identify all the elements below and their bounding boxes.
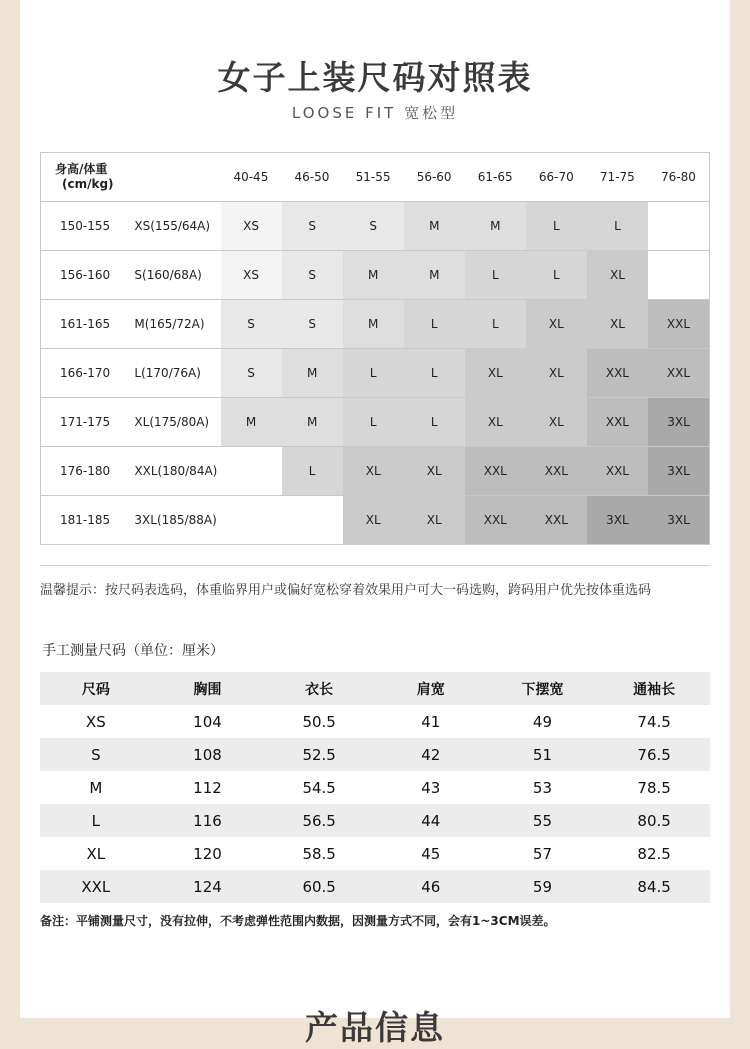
weight-column-header: 56-60 — [416, 170, 452, 184]
measure-column-header: 胸围 — [193, 681, 222, 698]
measure-cell: 46 — [421, 877, 441, 896]
size-cell: XL — [465, 349, 526, 397]
measure-cell: XXL — [81, 877, 111, 896]
size-cell: XXL — [648, 349, 709, 397]
measure-row — [40, 705, 710, 738]
size-cell: XL — [404, 447, 465, 495]
measure-cell: 53 — [532, 778, 552, 797]
size-cell: M — [282, 349, 343, 397]
size-chart-corner-label — [41, 162, 220, 192]
size-cell: XL — [526, 349, 587, 397]
size-cell: S — [282, 251, 343, 299]
measure-table-header — [40, 672, 710, 705]
size-chart — [40, 152, 710, 545]
size-cell: XXL — [587, 398, 648, 446]
size-cell: S — [221, 300, 282, 348]
measure-cell: M — [89, 778, 103, 797]
size-chart-row — [41, 300, 709, 349]
section-divider — [40, 565, 710, 566]
measure-cell: 52.5 — [302, 745, 336, 764]
size-cell: XL — [404, 496, 465, 544]
measure-title: 手工测量尺码（单位：厘米） — [42, 643, 224, 659]
size-chart-row — [41, 447, 709, 496]
size-label: 3XL(185/88A) — [134, 513, 217, 527]
size-cell: M — [282, 398, 343, 446]
page-title: 女子上装尺码对照表 — [217, 58, 533, 97]
size-cell: XXL — [648, 300, 709, 348]
measure-cell: 74.5 — [637, 712, 671, 731]
size-cell: XXL — [587, 447, 648, 495]
size-chart-row — [41, 496, 709, 544]
measure-row — [40, 771, 710, 804]
measure-column-header: 肩宽 — [416, 681, 445, 698]
size-chart-body — [41, 202, 709, 544]
size-cell: 3XL — [648, 447, 709, 495]
weight-column-header: 51-55 — [355, 170, 391, 184]
size-cell: XXL — [526, 496, 587, 544]
size-cell: L — [587, 202, 648, 250]
size-chart-header — [41, 153, 709, 202]
measure-row — [40, 870, 710, 903]
measure-cell: 124 — [193, 877, 222, 896]
weight-column-header: 76-80 — [661, 170, 696, 184]
fit-subtitle: LOOSE FIT 宽松型 — [291, 104, 459, 122]
size-cell — [221, 447, 282, 495]
size-cell — [648, 251, 709, 299]
size-cell: L — [282, 447, 343, 495]
measure-cell: 59 — [532, 877, 552, 896]
size-cell: L — [526, 251, 587, 299]
size-cell: XS — [221, 202, 282, 250]
size-cell: L — [404, 398, 465, 446]
size-cell: XS — [221, 251, 282, 299]
measure-cell: 41 — [421, 712, 441, 731]
size-cell: 3XL — [587, 496, 648, 544]
size-cell: S — [221, 349, 282, 397]
measure-cell: 116 — [193, 811, 222, 830]
measure-cell: 57 — [532, 844, 552, 863]
measure-cell: 84.5 — [637, 877, 671, 896]
height-range: 150-155 — [60, 219, 111, 233]
measure-table — [40, 672, 710, 903]
size-cell: S — [282, 300, 343, 348]
measure-cell: XL — [86, 844, 106, 863]
size-chart-row — [41, 349, 709, 398]
size-cell: M — [343, 300, 404, 348]
height-range: 176-180 — [60, 464, 111, 478]
measure-cell: 82.5 — [637, 844, 671, 863]
size-cell: S — [282, 202, 343, 250]
corner-label-line2: (cm/kg) — [62, 177, 114, 191]
size-cell: XL — [587, 300, 648, 348]
size-cell: XXL — [526, 447, 587, 495]
measure-column-header: 尺码 — [81, 681, 110, 698]
measure-cell: 104 — [193, 712, 222, 731]
size-label: S(160/68A) — [134, 268, 202, 282]
measure-cell: 49 — [532, 712, 552, 731]
measure-row — [40, 837, 710, 870]
measure-cell: 80.5 — [637, 811, 671, 830]
measure-cell: S — [91, 745, 101, 764]
measure-table-body — [40, 705, 710, 903]
measure-column-header: 下摆宽 — [521, 681, 564, 698]
size-cell: M — [404, 251, 465, 299]
height-range: 156-160 — [60, 268, 111, 282]
measure-cell: 78.5 — [637, 778, 671, 797]
size-cell: XL — [343, 447, 404, 495]
size-cell: XL — [526, 398, 587, 446]
measure-row — [40, 804, 710, 837]
height-range: 171-175 — [60, 415, 111, 429]
size-cell: L — [465, 251, 526, 299]
measure-cell: 45 — [421, 844, 441, 863]
size-chart-row — [41, 202, 709, 251]
height-range: 161-165 — [60, 317, 111, 331]
size-cell: M — [221, 398, 282, 446]
size-cell: XXL — [587, 349, 648, 397]
size-label: XXL(180/84A) — [134, 464, 218, 478]
weight-column-header: 71-75 — [599, 170, 635, 184]
measure-cell: 58.5 — [302, 844, 336, 863]
measure-cell: 56.5 — [302, 811, 336, 830]
size-cell: XL — [587, 251, 648, 299]
next-section-title: 产品信息 — [305, 1008, 445, 1047]
measure-column-header: 通袖长 — [633, 681, 676, 698]
size-cell: M — [343, 251, 404, 299]
size-chart-row — [41, 251, 709, 300]
measure-cell: 54.5 — [302, 778, 336, 797]
measure-cell: 112 — [193, 778, 222, 797]
size-cell — [282, 496, 343, 544]
size-cell: XL — [526, 300, 587, 348]
size-cell: L — [343, 398, 404, 446]
measure-cell: 76.5 — [637, 745, 671, 764]
size-cell: XL — [343, 496, 404, 544]
size-tip: 温馨提示：按尺码表选码，体重临界用户或偏好宽松穿着效果用户可大一码选购，跨码用户优先按体重选码 — [40, 583, 652, 598]
measure-cell: 50.5 — [302, 712, 336, 731]
measure-cell: XS — [85, 712, 106, 731]
measure-note: 备注：平铺测量尺寸，没有拉伸，不考虑弹性范围内数据，因测量方式不同，会有1~3CM误差。 — [40, 914, 556, 928]
size-cell: L — [465, 300, 526, 348]
size-label: XS(155/64A) — [134, 219, 211, 233]
size-cell: XL — [465, 398, 526, 446]
weight-column-header: 40-45 — [233, 170, 269, 184]
measure-column-header: 衣长 — [305, 681, 334, 698]
size-label: L(170/76A) — [134, 366, 201, 380]
size-label: XL(175/80A) — [134, 415, 210, 429]
size-cell: M — [404, 202, 465, 250]
measure-cell: 44 — [421, 811, 441, 830]
size-cell — [221, 496, 282, 544]
size-cell: L — [404, 349, 465, 397]
size-cell — [648, 202, 709, 250]
weight-column-header: 66-70 — [538, 170, 574, 184]
size-cell: 3XL — [648, 398, 709, 446]
weight-column-header: 46-50 — [294, 170, 330, 184]
measure-cell: 51 — [532, 745, 552, 764]
size-cell: 3XL — [648, 496, 709, 544]
size-cell: XXL — [465, 447, 526, 495]
size-cell: S — [343, 202, 404, 250]
height-range: 181-185 — [60, 513, 111, 527]
weight-column-header: 61-65 — [477, 170, 513, 184]
size-cell: L — [404, 300, 465, 348]
measure-cell: 42 — [421, 745, 441, 764]
size-chart-row — [41, 398, 709, 447]
size-guide-page — [20, 0, 730, 1047]
size-cell: L — [343, 349, 404, 397]
measure-cell: L — [91, 811, 100, 830]
size-cell: M — [465, 202, 526, 250]
measure-cell: 60.5 — [302, 877, 336, 896]
size-label: M(165/72A) — [134, 317, 205, 331]
measure-cell: 43 — [421, 778, 441, 797]
size-cell: XXL — [465, 496, 526, 544]
measure-cell: 55 — [532, 811, 552, 830]
measure-cell: 108 — [193, 745, 222, 764]
measure-row — [40, 738, 710, 771]
measure-cell: 120 — [193, 844, 222, 863]
size-cell: L — [526, 202, 587, 250]
height-range: 166-170 — [60, 366, 111, 380]
corner-label-line1: 身高/体重 — [55, 162, 108, 176]
